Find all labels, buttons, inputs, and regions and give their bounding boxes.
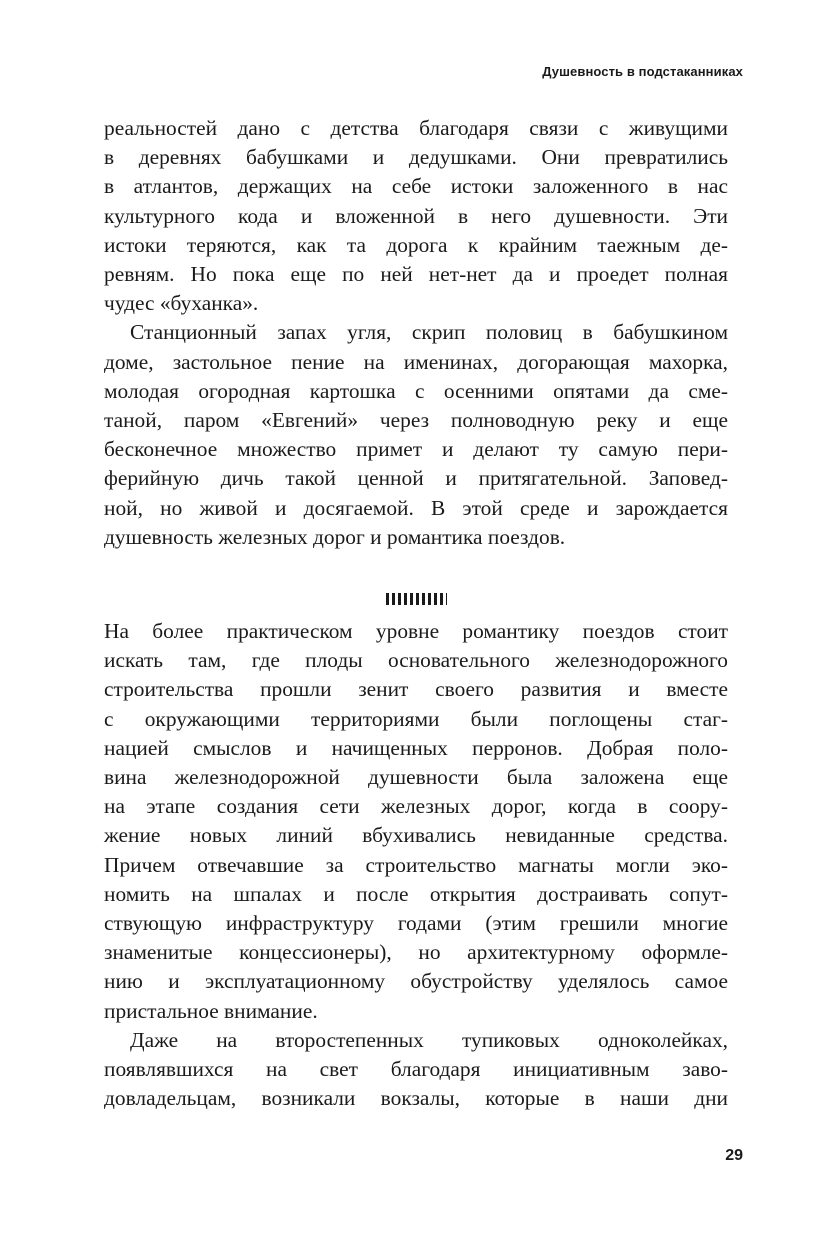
text-line: таной, паром «Евгений» через полноводную реку и еще bbox=[104, 408, 728, 433]
text-line: Причем отвечавшие за строительство магнаты могли эко- bbox=[104, 852, 728, 877]
text-line: с окружающими территориями были поглощены стаг- bbox=[104, 706, 728, 731]
text-line: бесконечное множество примет и делают ту самую пери- bbox=[104, 437, 728, 462]
text-line: культурного кода и вложенной в него душевности. Эти bbox=[104, 203, 728, 228]
text-line: нацией смыслов и начищенных перронов. Добрая поло- bbox=[104, 735, 728, 760]
text-line: появлявшихся на свет благодаря инициативным заво- bbox=[104, 1057, 728, 1082]
text-line: душевность железных дорог и романтика поездов. bbox=[104, 524, 566, 549]
separator-ornament-icon bbox=[386, 593, 447, 605]
text-line: на этапе создания сети железных дорог, когда в соору- bbox=[104, 794, 728, 819]
text-line: ной, но живой и досягаемой. В этой среде и зарождается bbox=[104, 495, 728, 520]
text-line: реальностей дано с детства благодаря связи с живущими bbox=[104, 116, 728, 140]
text-block-2 bbox=[104, 617, 728, 1113]
text-line: Даже на второстепенных тупиковых одноколейках, bbox=[130, 1027, 728, 1052]
text-line: На более практическом уровне романтику поездов стоит bbox=[104, 619, 728, 643]
text-line: вина железнодорожной душевности была заложена еще bbox=[104, 765, 728, 790]
text-line: чудес «буханка». bbox=[104, 291, 259, 316]
section-separator bbox=[0, 593, 833, 607]
text-line: номить на шпалах и после открытия достраивать сопут- bbox=[104, 881, 728, 906]
text-line: ревням. Но пока еще по ней нет-нет да и проедет полная bbox=[104, 262, 728, 287]
text-line: пристальное внимание. bbox=[104, 998, 318, 1023]
running-header: Душевность в подстаканниках bbox=[542, 64, 743, 79]
text-line: в деревнях бабушками и дедушками. Они превратились bbox=[104, 145, 728, 170]
text-line: истоки теряются, как та дорога к крайним таежным де- bbox=[104, 232, 728, 257]
text-block-1 bbox=[104, 114, 728, 552]
text-line: Станционный запах угля, скрип половиц в бабушкином bbox=[130, 320, 728, 345]
text-line: знаменитые концессионеры), но архитектурному оформле- bbox=[104, 940, 728, 965]
text-line: доме, застольное пение на именинах, догорающая махорка, bbox=[104, 349, 728, 374]
text-line: ствующую инфраструктуру годами (этим грешили многие bbox=[104, 911, 728, 936]
page-number: 29 bbox=[725, 1147, 743, 1164]
text-line: жение новых линий вбухивались невиданные средства. bbox=[104, 823, 728, 848]
text-line: довладельцам, возникали вокзалы, которые в наши дни bbox=[104, 1086, 728, 1111]
text-line: искать там, где плоды основательного железнодорожного bbox=[104, 648, 728, 673]
text-line: ферийную дичь такой ценной и притягательной. Заповед- bbox=[104, 466, 728, 491]
text-line: строительства прошли зенит своего развития и вместе bbox=[104, 677, 728, 702]
text-line: молодая огородная картошка с осенними опятами да сме- bbox=[104, 378, 728, 403]
text-line: в атлантов, держащих на себе истоки заложенного в нас bbox=[104, 174, 728, 199]
text-line: нию и эксплуатационному обустройству уделялось самое bbox=[104, 969, 728, 994]
